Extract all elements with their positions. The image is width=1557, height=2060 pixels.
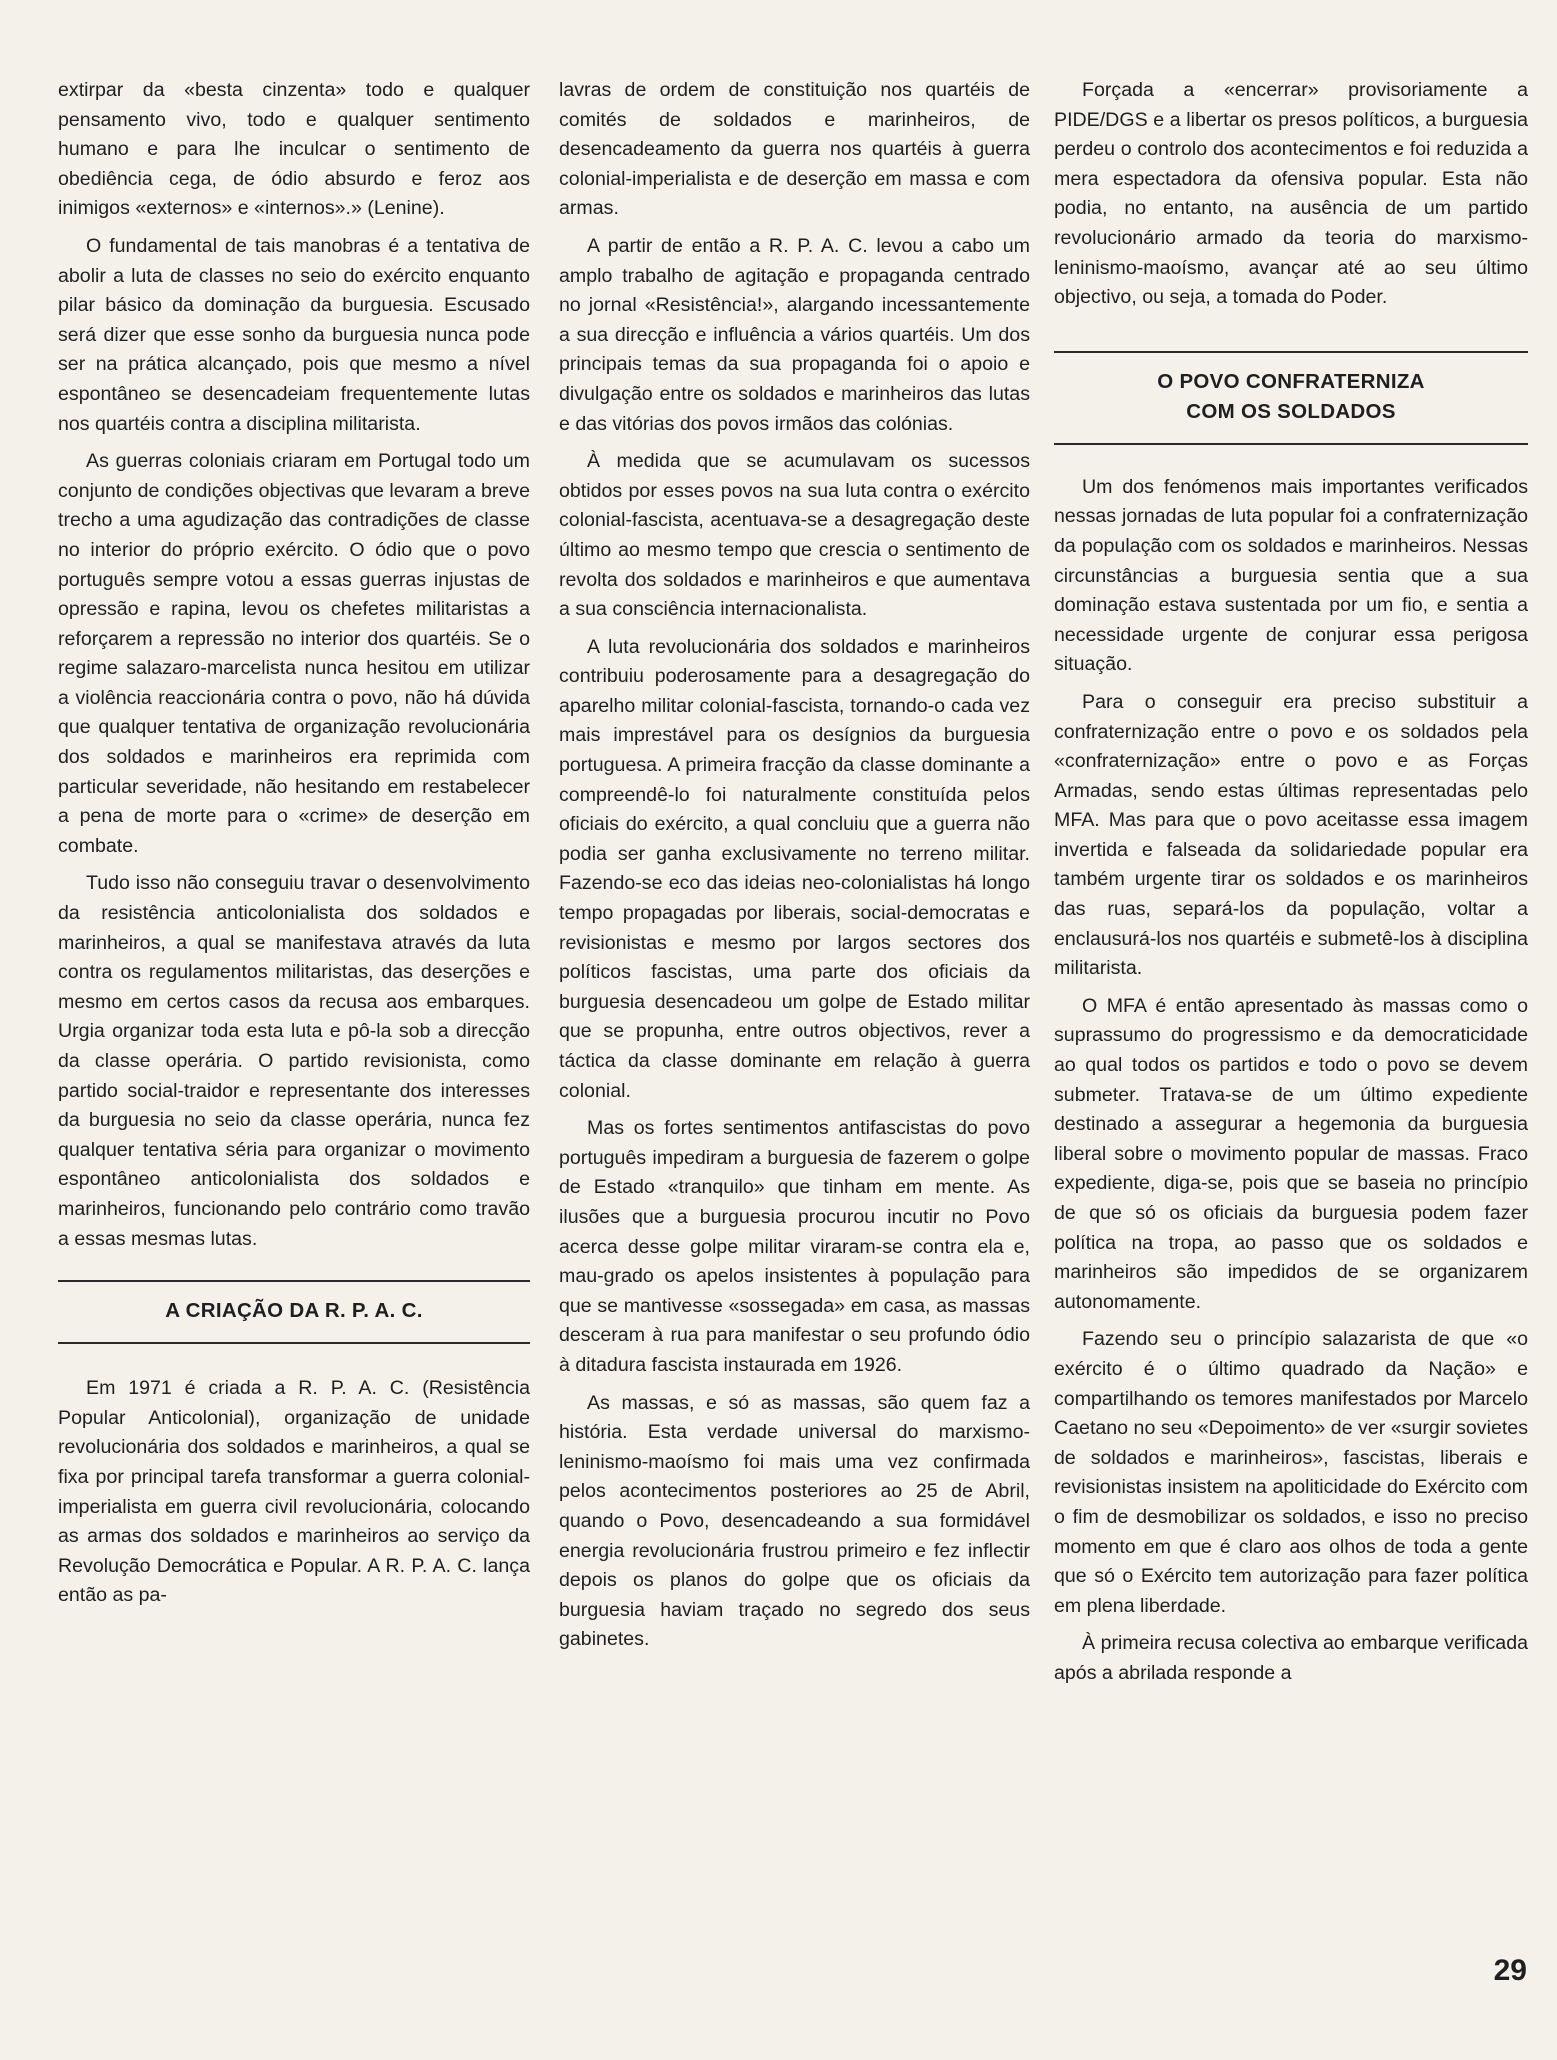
section-heading-line: O POVO CONFRATERNIZA [1157, 369, 1425, 393]
column-1 [58, 76, 530, 1619]
section-heading-line: COM OS SOLDADOS [1186, 399, 1396, 423]
section-heading-block [1054, 351, 1528, 445]
column-3 [1054, 76, 1528, 1697]
divider [58, 1342, 530, 1344]
paragraph: Tudo isso não conseguiu travar o desenvolvimento da resistência anticolonialista dos soldados e marinheiros, a qual se manifestava através da luta contra os regulamentos militaristas, das deserções e mesmo em certos casos da recusa aos embarques. Urgia organizar toda esta luta e pô-la sob a direcção da classe operária. O partido revisionista, como partido social-traidor e representante dos interesses da burguesia no seio da classe operária, nunca fez qualquer tentativa séria para organizar o movimento espontâneo anticolonialista dos soldados e marinheiros, funcionando pelo contrário como travão a essas mesmas lutas. [58, 872, 530, 1250]
paragraph: As massas, e só as massas, são quem faz a história. Esta verdade universal do marxismo-leninismo-maoísmo foi mais uma vez confirmada pelos acontecimentos posteriores ao 25 de Abril, quando o Povo, desencadeando a sua formidável energia revolucionária frustrou primeiro e fez inflectir depois os planos do golpe que os oficiais da burguesia haviam traçado no segredo dos seus gabinetes. [559, 1391, 1030, 1651]
section-heading [1054, 353, 1528, 443]
paragraph: Um dos fenómenos mais importantes verificados nessas jornadas de luta popular foi a confraternização da população com os soldados e marinheiros. Nessas circunstâncias a burguesia sentia que a sua dominação estava sustentada por um fio, e sentia a necessidade urgente de conjurar essa perigosa situação. [1054, 475, 1528, 676]
section-heading: A CRIAÇÃO DA R. P. A. C. [165, 1299, 423, 1323]
paragraph: lavras de ordem de constituição nos quartéis de comités de soldados e marinheiros, de desencadeamento da guerra nos quartéis à guerra colonial-imperialista e de deserção em massa e com armas. [559, 79, 1030, 220]
paragraph: Em 1971 é criada a R. P. A. C. (Resistência Popular Anticolonial), organização de unidade revolucionária dos soldados e marinheiros, a qual se fixa por principal tarefa transformar a guerra colonial-imperialista em guerra civil revolucionária, colocando as armas dos soldados e marinheiros ao serviço da Revolução Democrática e Popular. A R. P. A. C. lança então as pa- [58, 1377, 530, 1607]
paragraph: Fazendo seu o princípio salazarista de que «o exército é o último quadrado da Nação» e compartilhando os temores manifestados por Marcelo Caetano no seu «Depoimento» de ver «surgir sovietes de soldados e marinheiros», fascistas, liberais e revisionistas insistem na apoliticidade do Exército com o fim de desmobilizar os soldados, e isso no preciso momento em que é claro aos olhos de toda a gente que só o Exército tem autorização para fazer política em plena liberdade. [1054, 1328, 1528, 1617]
paragraph: Forçada a «encerrar» provisoriamente a PIDE/DGS e a libertar os presos políticos, a burguesia perdeu o controlo dos acontecimentos e foi reduzida a mera espectadora da ofensiva popular. Esta não podia, no entanto, na ausência de um partido revolucionário armado da teoria do marxismo-leninismo-maoísmo, avançar até ao seu último objectivo, ou seja, a tomada do Poder. [1054, 79, 1528, 309]
paragraph: Mas os fortes sentimentos antifascistas do povo português impediram a burguesia de fazerem o golpe de Estado «tranquilo» que tinham em mente. As ilusões que a burguesia procurou incutir no Povo acerca desse golpe militar viraram-se contra ela e, mau-grado os apelos insistentes à população para que se mantivesse «sossegada» em casa, as massas desceram à rua para manifestar o seu profundo ódio à ditadura fascista instaurada em 1926. [559, 1117, 1030, 1376]
section-heading-block [58, 1280, 530, 1344]
paragraph: À medida que se acumulavam os sucessos obtidos por esses povos na sua luta contra o exército colonial-fascista, acentuava-se a desagregação deste último ao mesmo tempo que crescia o sentimento de revolta dos soldados e marinheiros e que aumentava a sua consciência internacionalista. [559, 450, 1030, 621]
paragraph: A partir de então a R. P. A. C. levou a cabo um amplo trabalho de agitação e propaganda centrado no jornal «Resistência!», alargando incessantemente a sua direcção e influência a vários quartéis. Um dos principais temas da sua propaganda foi o apoio e divulgação entre os soldados e marinheiros das lutas e das vitórias dos povos irmãos das colónias. [559, 234, 1030, 435]
divider [1054, 443, 1528, 445]
page-number: 29 [1493, 1954, 1527, 1987]
paragraph: Para o conseguir era preciso substituir a confraternização entre o povo e os soldados pela «confraternização» entre o povo e as Forças Armadas, sendo estas últimas representadas pelo MFA. Mas para que o povo aceitasse essa imagem invertida e falseada da solidariedade popular era também urgente tirar os soldados e os marinheiros das ruas, separá-los da população, voltar a enclausurá-los nos quartéis e submetê-los à disciplina militarista. [1054, 690, 1528, 980]
column-2 [559, 76, 1030, 1663]
paragraph: extirpar da «besta cinzenta» todo e qualquer pensamento vivo, todo e qualquer sentimento humano e para lhe inculcar o sentimento de obediência cega, de ódio absurdo e feroz aos inimigos «externos» e «internos».» (Lenine). [58, 79, 530, 220]
paragraph: As guerras coloniais criaram em Portugal todo um conjunto de condições objectivas que levaram a breve trecho a uma agudização das contradições de classe no interior do próprio exército. O ódio que o povo português sempre votou a essas guerras injustas de opressão e rapina, levou os chefetes militaristas a reforçarem a repressão no interior dos quartéis. Se o regime salazaro-marcelista nunca hesitou em utilizar a violência reaccionária contra o povo, não há dúvida que qualquer tentativa de organização revolucionária dos soldados e marinheiros era reprimida com particular severidade, não hesitando em restabelecer a pena de morte para o «crime» de deserção em combate. [58, 450, 530, 857]
paragraph: O fundamental de tais manobras é a tentativa de abolir a luta de classes no seio do exército enquanto pilar básico da dominação da burguesia. Escusado será dizer que esse sonho da burguesia nunca pode ser na prática alcançado, pois que mesmo a nível espontâneo se desencadeiam frequentemente lutas nos quartéis contra a disciplina militarista. [58, 234, 530, 435]
paragraph: A luta revolucionária dos soldados e marinheiros contribuiu poderosamente para a desagregação do aparelho militar colonial-fascista, tornando-o cada vez mais imprestável para os desígnios da burguesia portuguesa. A primeira fracção da classe dominante a compreendê-lo foi naturalmente constituída pelos oficiais do exército, a qual concluiu que a guerra não podia ser ganha exclusivamente no terreno militar. Fazendo-se eco das ideias neo-colonialistas há longo tempo propagadas por liberais, social-democratas e revisionistas e mesmo por largos sectores dos políticos fascistas, uma parte dos oficiais da burguesia desencadeou um golpe de Estado militar que se propunha, entre outros objectivos, rever a táctica da classe dominante em relação à guerra colonial. [559, 635, 1030, 1102]
paragraph: À primeira recusa colectiva ao embarque verificada após a abrilada responde a [1054, 1632, 1528, 1684]
paragraph: O MFA é então apresentado às massas como o suprassumo do progressismo e da democraticidade ao qual todos os partidos e todo o povo se devem submeter. Tratava-se de um último expediente destinado a assegurar a hegemonia da burguesia liberal sobre o movimento popular de massas. Fraco expediente, diga-se, pois que se baseia no princípio de que só os oficiais da burguesia podem fazer política na tropa, ao passo que os soldados e marinheiros são impedidos de se organizarem autonomamente. [1054, 994, 1528, 1313]
